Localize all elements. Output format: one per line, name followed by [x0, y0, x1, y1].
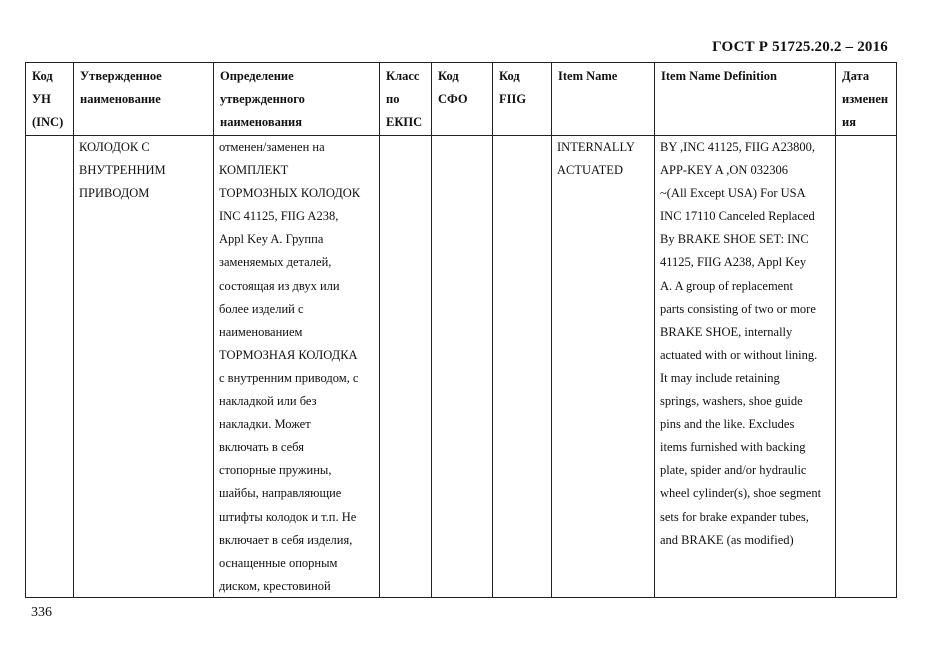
text-line: ПРИВОДОМ: [79, 186, 150, 201]
column-fiig: [492, 63, 551, 597]
text-line: By BRAKE SHOE SET: INC: [660, 232, 809, 247]
text-line: and BRAKE (as modified): [660, 532, 794, 547]
column-class: [379, 63, 431, 597]
text-line: ТОРМОЗНЫХ КОЛОДОК: [219, 186, 361, 201]
cell-item-name: [552, 136, 654, 597]
text-line: шайбы, направляющие: [219, 486, 342, 501]
text-line: стопорные пружины,: [219, 463, 332, 478]
text-line: actuated with or without lining.: [660, 347, 818, 362]
text-line: оснащенные опорным: [219, 555, 338, 570]
text-line: ЕКПС: [386, 115, 423, 129]
text-line: Item Name Definition: [661, 69, 777, 83]
text-line: СФО: [438, 92, 468, 106]
text-line: включает в себя изделия,: [219, 532, 353, 547]
text-line: ~(All Except USA) For USA: [660, 186, 806, 201]
header-date-changed: [836, 63, 896, 136]
text-line: wheel cylinder(s), shoe segment: [660, 486, 822, 501]
text-line: 41125, FIIG A238, Appl Key: [660, 255, 807, 270]
text-line: INTERNALLY: [557, 140, 635, 154]
header-fiig: [493, 63, 551, 136]
text-line: items furnished with backing: [660, 440, 806, 455]
text-line: наименования: [220, 115, 303, 129]
text-line: отменен/заменен на: [219, 140, 325, 154]
page-number: 336: [31, 605, 52, 620]
cell-approved-name: [74, 136, 213, 597]
text-line: ТОРМОЗНАЯ КОЛОДКА: [219, 347, 358, 362]
cell-code-un: [26, 136, 73, 597]
text-line: INC 17110 Canceled Replaced: [660, 209, 815, 224]
text-line: изменен: [842, 92, 889, 106]
text-line: Код: [32, 69, 53, 83]
text-line: по: [386, 92, 400, 106]
column-definition: [213, 63, 379, 597]
text-line: ACTUATED: [557, 163, 623, 178]
text-line: (INC): [32, 115, 64, 129]
text-line: КОЛОДОК С: [79, 140, 150, 154]
text-line: FIIG: [499, 92, 527, 106]
text-line: Appl Key A. Группа: [219, 232, 324, 247]
column-code-un: [26, 63, 73, 597]
header-code-un: [26, 63, 73, 136]
text-line: Определение: [220, 69, 294, 83]
column-item-name: [551, 63, 654, 597]
text-line: BRAKE SHOE, internally: [660, 324, 793, 339]
document-standard-number: ГОСТ Р 51725.20.2 – 2016: [712, 39, 888, 55]
text-line: ВНУТРЕННИМ: [79, 163, 166, 178]
text-line: УН: [32, 92, 51, 106]
text-line: It may include retaining: [660, 370, 780, 385]
text-line: ия: [842, 115, 856, 129]
text-line: диском, крестовиной: [219, 578, 331, 593]
text-line: INC 41125, FIIG A238,: [219, 209, 339, 224]
text-line: parts consisting of two or more: [660, 301, 816, 316]
header-code-sfo: [432, 63, 492, 136]
cell-fiig: [493, 136, 551, 597]
text-line: КОМПЛЕКТ: [219, 163, 289, 178]
cell-definition: [214, 136, 379, 597]
column-code-sfo: [431, 63, 492, 597]
cell-date-changed: [836, 136, 896, 597]
column-date-changed: [835, 63, 896, 597]
text-line: утвержденного: [220, 92, 305, 106]
text-line: Дата: [842, 69, 870, 83]
nomenclature-table: [25, 62, 897, 598]
text-line: APP-KEY A ,ON 032306: [660, 163, 789, 178]
column-item-name-definition: [654, 63, 835, 597]
text-line: более изделий с: [219, 301, 304, 316]
text-line: включать в себя: [219, 440, 304, 455]
text-line: springs, washers, shoe guide: [660, 394, 803, 409]
text-line: с внутренним приводом, с: [219, 370, 359, 385]
text-line: Код: [438, 69, 459, 83]
text-line: наименование: [80, 92, 161, 106]
header-class: [380, 63, 431, 136]
text-line: Item Name: [558, 69, 618, 83]
text-line: состоящая из двух или: [219, 278, 340, 293]
text-line: pins and the like. Excludes: [660, 417, 795, 432]
text-line: накладки. Может: [219, 417, 311, 432]
text-line: Утвержденное: [80, 69, 162, 83]
text-line: sets for brake expander tubes,: [660, 509, 809, 524]
text-line: накладкой или без: [219, 394, 317, 409]
text-line: A. A group of replacement: [660, 278, 793, 293]
text-line: штифты колодок и т.п. Не: [219, 509, 357, 524]
header-approved-name: [74, 63, 213, 136]
header-item-name: [552, 63, 654, 136]
text-line: наименованием: [219, 324, 303, 339]
cell-class: [380, 136, 431, 597]
text-line: plate, spider and/or hydraulic: [660, 463, 807, 478]
text-line: Код: [499, 69, 520, 83]
cell-item-name-definition: [655, 136, 835, 597]
text-line: заменяемых деталей,: [219, 255, 332, 270]
text-line: Класс: [386, 69, 420, 83]
column-approved-name: [73, 63, 213, 597]
header-definition: [214, 63, 379, 136]
cell-code-sfo: [432, 136, 492, 597]
header-item-name-definition: [655, 63, 835, 136]
text-line: BY ,INC 41125, FIIG A23800,: [660, 140, 815, 154]
